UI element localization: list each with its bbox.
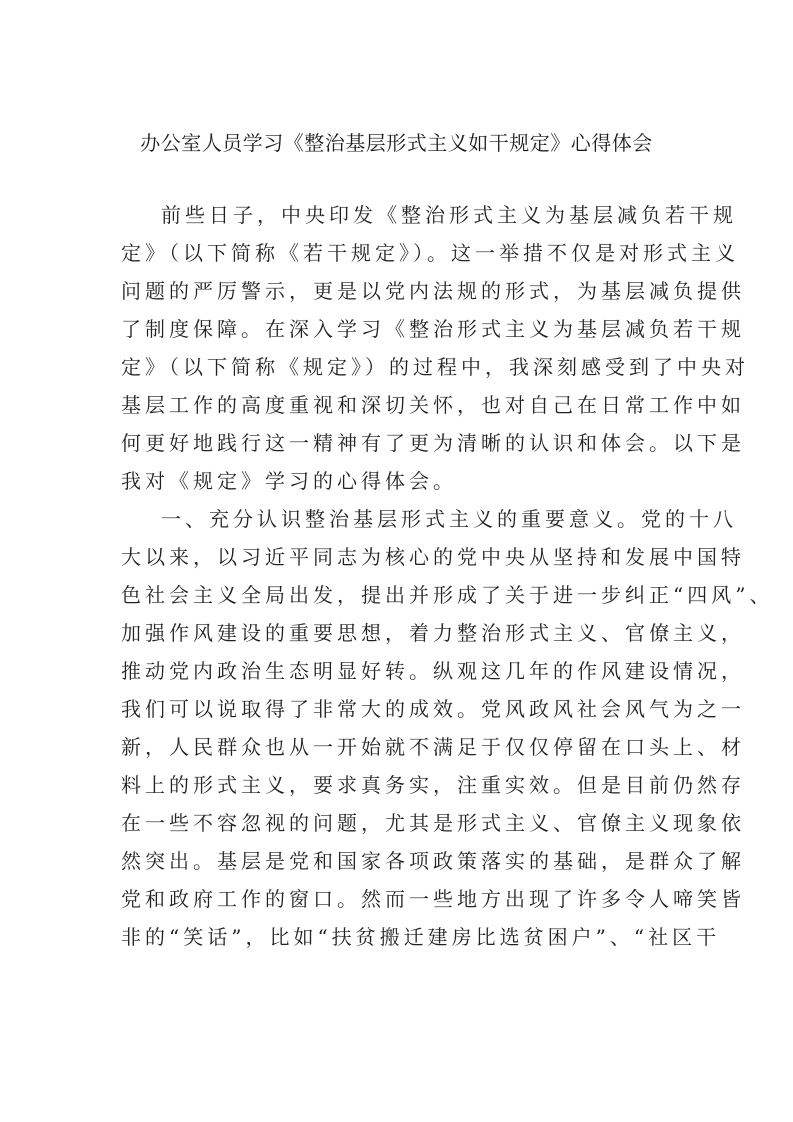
paragraph-2-line-4: 加强作风建设的重要思想，着力整治形式主义、官僚主义，: [121, 621, 745, 645]
paragraph-1-line-7: 何更好地践行这一精神有了更为清晰的认识和体会。以下是: [121, 431, 745, 455]
paragraph-2-line-1: 一、充分认识整治基层形式主义的重要意义。党的十八: [161, 507, 737, 531]
paragraph-2-line-7: 新，人民群众也从一开始就不满足于仅仅停留在口头上、材: [121, 735, 745, 759]
paragraph-1-line-2: 定》（以下简称《若干规定》）。这一举措不仅是对形式主义: [121, 241, 739, 265]
paragraph-1-line-5: 定》（以下简称《规定》）的过程中，我深刻感受到了中央对: [121, 355, 749, 379]
paragraph-2-line-8: 料上的形式主义，要求真务实，注重实效。但是目前仍然存: [121, 773, 745, 797]
paragraph-1-line-1: 前些日子，中央印发《整治形式主义为基层减负若干规: [161, 203, 737, 227]
paragraph-1-line-3: 问题的严厉警示，更是以党内法规的形式，为基层减负提供: [121, 279, 745, 303]
paragraph-2-line-10: 然突出。基层是党和国家各项政策落实的基础，是群众了解: [121, 849, 745, 873]
paragraph-2-line-12: 非的“笑话”，比如“扶贫搬迁建房比选贫困户”、“社区干: [121, 925, 721, 949]
paragraph-2-line-5: 推动党内政治生态明显好转。纵观这几年的作风建设情况，: [121, 659, 745, 683]
paragraph-1-line-6: 基层工作的高度重视和深切关怀，也对自己在日常工作中如: [121, 393, 745, 417]
paragraph-2-line-6: 我们可以说取得了非常大的成效。党风政风社会风气为之一: [121, 697, 745, 721]
document-title: 办公室人员学习《整治基层形式主义如干规定》心得体会: [140, 131, 653, 155]
paragraph-2-line-2: 大以来，以习近平同志为核心的党中央从坚持和发展中国特: [121, 545, 745, 569]
paragraph-2-line-11: 党和政府工作的窗口。然而一些地方出现了许多令人啼笑皆: [121, 887, 745, 911]
paragraph-2-line-3: 色社会主义全局出发，提出并形成了关于进一步纠正“四风”、: [121, 583, 774, 607]
paragraph-2-line-9: 在一些不容忽视的问题，尤其是形式主义、官僚主义现象依: [121, 811, 745, 835]
paragraph-1-line-4: 了制度保障。在深入学习《整治形式主义为基层减负若干规: [121, 317, 745, 341]
paragraph-1-line-8: 我对《规定》学习的心得体会。: [121, 469, 457, 493]
